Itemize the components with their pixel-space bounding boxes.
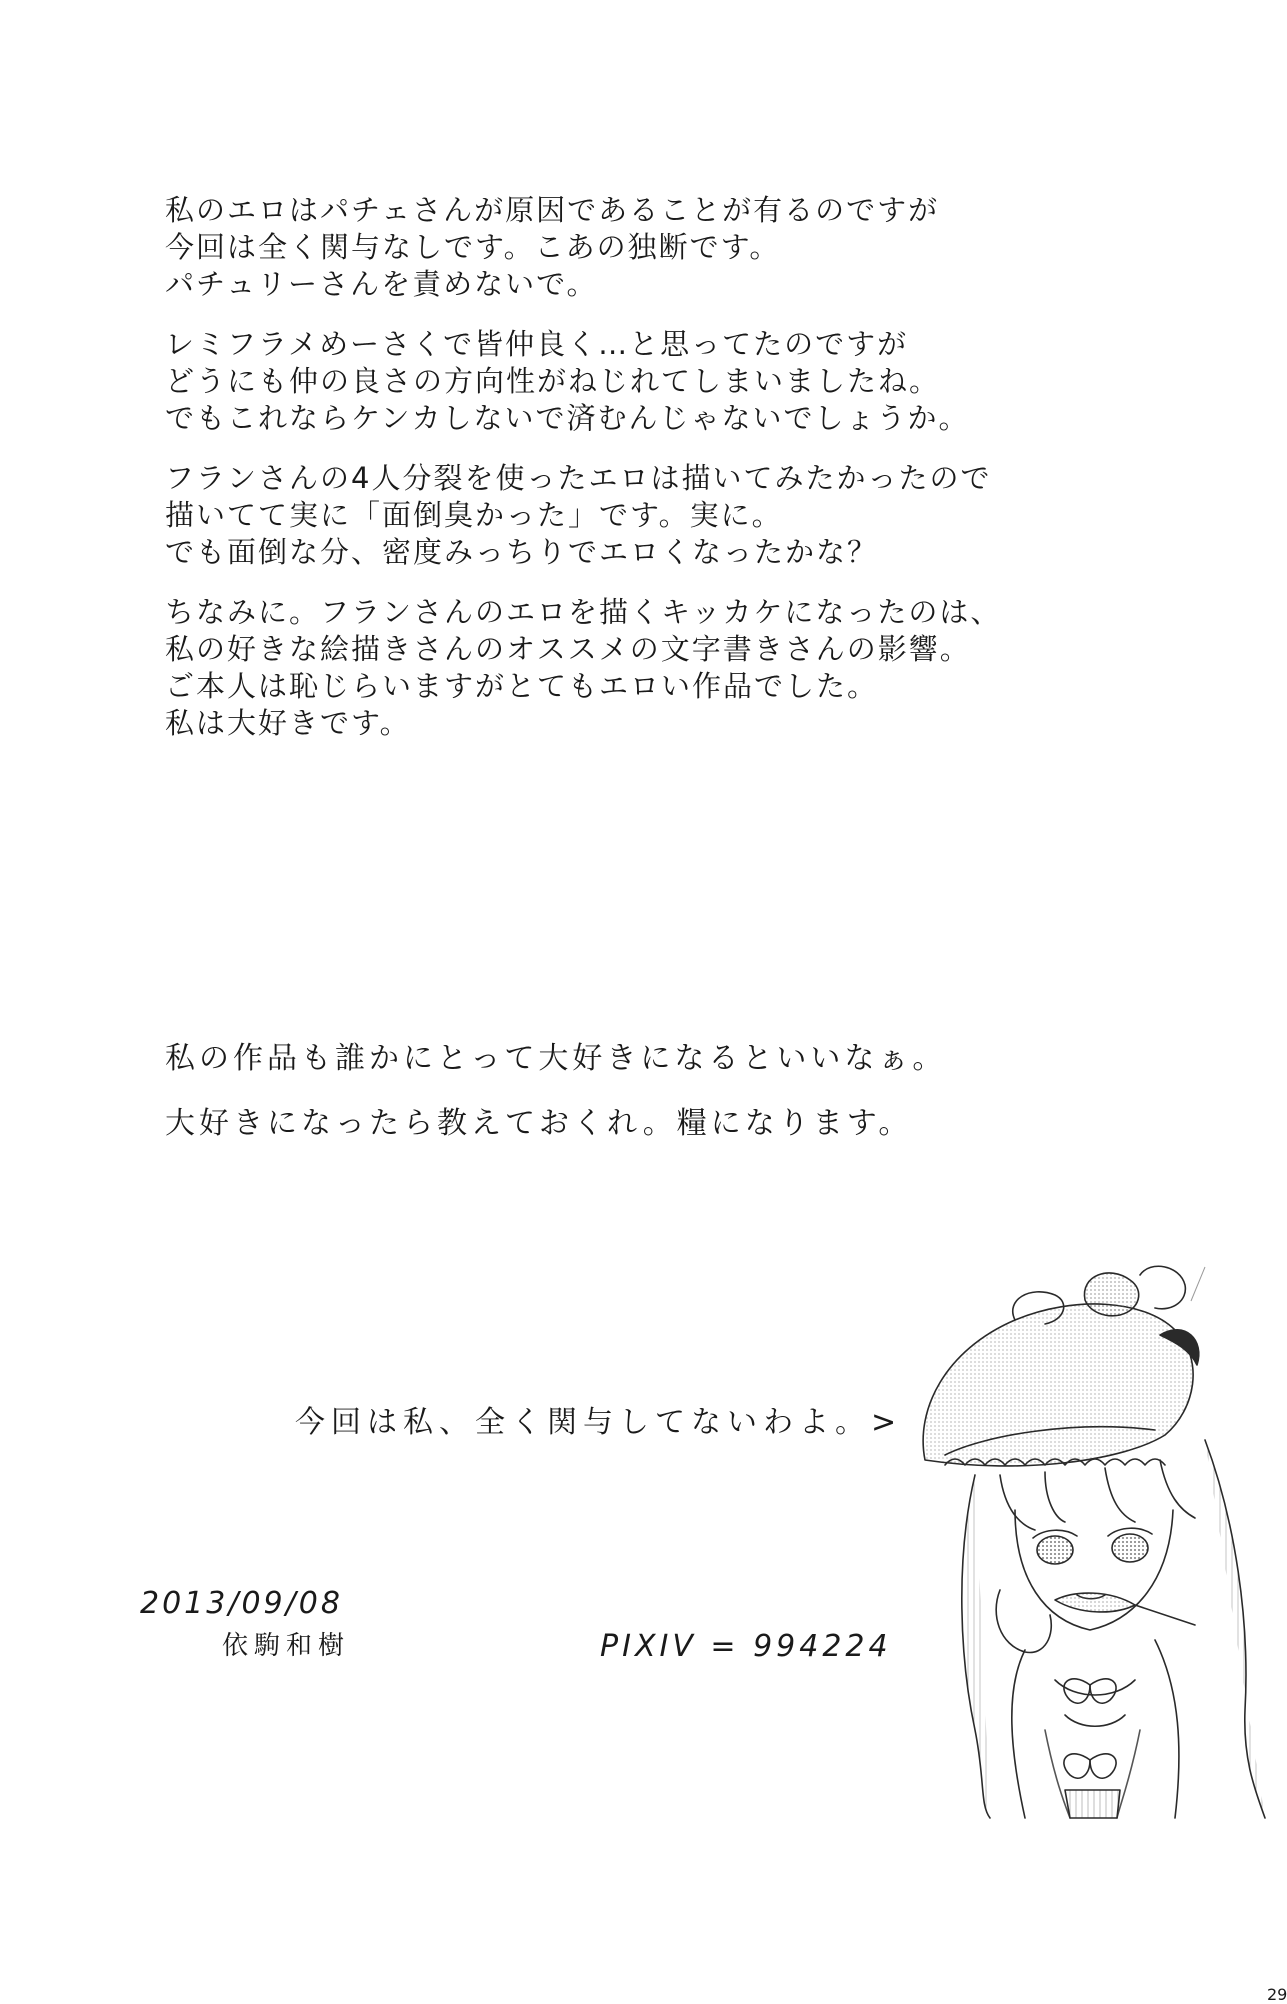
patchouli-illustration-icon	[905, 1260, 1280, 1818]
text-line: でも面倒な分、密度みっちりでエロくなったかな？	[165, 535, 879, 569]
text-line: 私は大好きです。	[165, 706, 411, 740]
text-line: ちなみに。フランさんのエロを描くキッカケになったのは、	[165, 595, 1002, 629]
pixiv-id: PIXIV = 994224	[600, 1629, 892, 1664]
text-line: パチュリーさんを責めないで。	[165, 267, 598, 301]
closing-line-2: 大好きになったら教えておくれ。糧になります。	[165, 1106, 913, 1141]
text-line: 私の好きな絵描きさんのオススメの文字書きさんの影響。	[165, 632, 971, 666]
paragraph-4	[165, 594, 1001, 742]
text-line: レミフラメめーさくで皆仲良く…と思ってたのですが	[165, 327, 909, 361]
text-line: 描いてて実に「面倒臭かった」です。実に。	[165, 498, 783, 532]
text-line: ご本人は恥じらいますがとてもエロい作品でした。	[165, 669, 879, 703]
text-line: でもこれならケンカしないで済むんじゃないでしょうか。	[165, 401, 970, 435]
date: 2013/09/08	[140, 1586, 343, 1621]
page-number: 29	[1267, 1985, 1287, 2004]
paragraph-1	[165, 192, 939, 303]
text-line: 私のエロはパチェさんが原因であることが有るのですが	[165, 193, 940, 227]
paragraph-3	[165, 460, 991, 571]
closing-line-1: 私の作品も誰かにとって大好きになるといいなぁ。	[165, 1041, 947, 1076]
text-line: フランさんの4人分裂を使ったエロは描いてみたかったので	[165, 461, 992, 495]
text-line: どうにも仲の良さの方向性がねじれてしまいましたね。	[165, 364, 941, 398]
text-line: 今回は全く関与なしです。こあの独断です。	[165, 230, 781, 264]
author-name: 依駒和樹	[222, 1631, 351, 1661]
paragraph-2	[165, 326, 970, 437]
character-quote: 今回は私、全く関与してないわよ。>	[295, 1405, 903, 1440]
